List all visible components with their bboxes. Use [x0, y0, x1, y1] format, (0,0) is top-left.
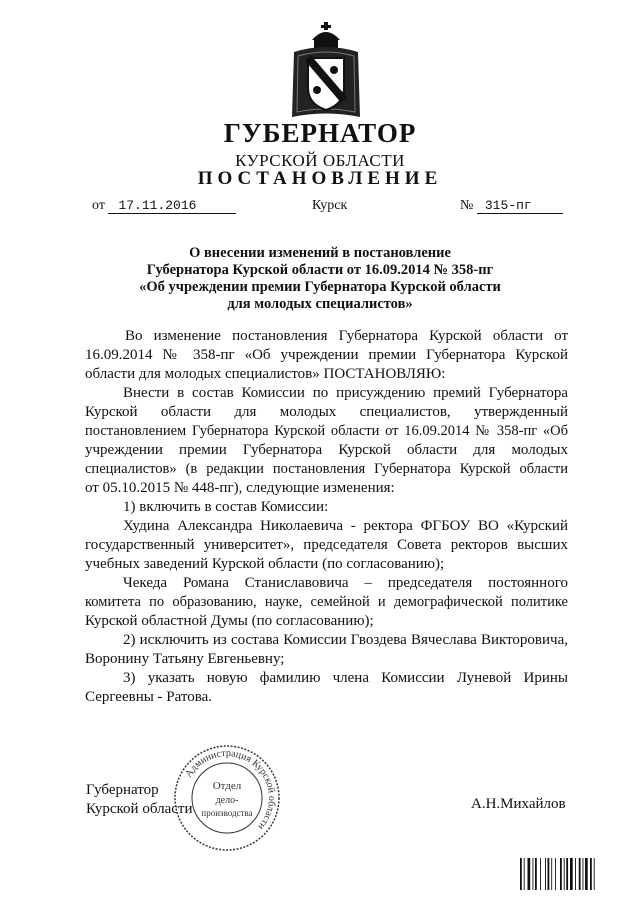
heading-line: для молодых специалистов» [227, 296, 413, 312]
body-line: 3) указать новую фамилию члена Комиссии Луневой Ирины [123, 670, 568, 686]
body-line: Во изменение постановления Губернатора Курской области от [125, 328, 568, 344]
official-stamp-icon [172, 743, 282, 853]
coat-of-arms-icon [290, 22, 362, 122]
date-prefix: от [92, 198, 105, 213]
body-line: государственный университет», председателя Совета ректоров высших [85, 537, 568, 553]
document-title: ГУБЕРНАТОР [223, 118, 417, 148]
body-line: области для молодых специалистов» ПОСТАНОВЛЯЮ: [85, 366, 446, 382]
document-heading [0, 245, 640, 313]
document-date [92, 198, 236, 214]
heading-line: О внесении изменений в постановление [189, 245, 451, 261]
number-prefix: № [460, 198, 474, 213]
barcode-icon [520, 858, 620, 890]
document-type: ПОСТАНОВЛЕНИЕ [197, 168, 443, 189]
body-line: специалистов» (в редакции постановления Губернатора Курской области [85, 461, 568, 477]
body-line: от 05.10.2015 № 448-пг), следующие изменения: [85, 480, 395, 496]
stamp-center-line: Отдел [212, 780, 242, 792]
body-line: учебных заведений Курской области (по согласованию); [85, 556, 445, 572]
document-number [460, 198, 563, 214]
signatory-title-line: Курской области [86, 801, 193, 817]
body-line: Чекеда Романа Станиславовича – председателя постоянного [123, 575, 568, 591]
number-value: 315-пг [477, 198, 563, 214]
heading-line: Губернатора Курской области от 16.09.2014 № 358-пг [146, 262, 494, 278]
body-line: Сергеевны - Ратова. [85, 689, 213, 705]
body-line: Курской области для молодых специалистов, утвержденный [85, 404, 568, 420]
signatory-name: А.Н.Михайлов [471, 796, 566, 812]
body-line: постановлением Губернатора Курской области от 16.09.2014 № 358-пг «Об [85, 423, 568, 439]
body-line: Воронину Татьяну Евгеньевну; [85, 651, 285, 667]
body-line: комитета по образованию, науке, семейной и демографической политике [85, 594, 568, 610]
document-body [85, 327, 568, 707]
body-line: 16.09.2014 № 358-пг «Об учреждении премии Губернатора Курской [85, 347, 568, 363]
heading-line: «Об учреждении премии Губернатора Курской области [139, 279, 501, 295]
date-value: 17.11.2016 [108, 198, 236, 214]
body-line: учреждении премии Губернатора Курской области для молодых [85, 442, 568, 458]
stamp-ring-text: Администрация Курской области [183, 747, 278, 832]
stamp-center-line: дело- [215, 795, 239, 806]
body-line: Курской областной Думы (по согласованию); [85, 613, 374, 629]
body-line: 2) исключить из состава Комиссии Гвоздева Вячеслава Викторовича, [123, 632, 568, 648]
stamp-center-line: производства [201, 808, 253, 818]
body-line: Внести в состав Комиссии по присуждению премий Губернатора [123, 385, 568, 401]
region-name: КУРСКОЙ ОБЛАСТИ [235, 151, 405, 170]
document-city: Курск [312, 198, 348, 213]
body-line: Худина Александра Николаевича - ректора ФГБОУ ВО «Курский [123, 518, 568, 534]
signatory-title-line: Губернатор [86, 782, 159, 798]
body-line: 1) включить в состав Комиссии: [123, 499, 329, 515]
